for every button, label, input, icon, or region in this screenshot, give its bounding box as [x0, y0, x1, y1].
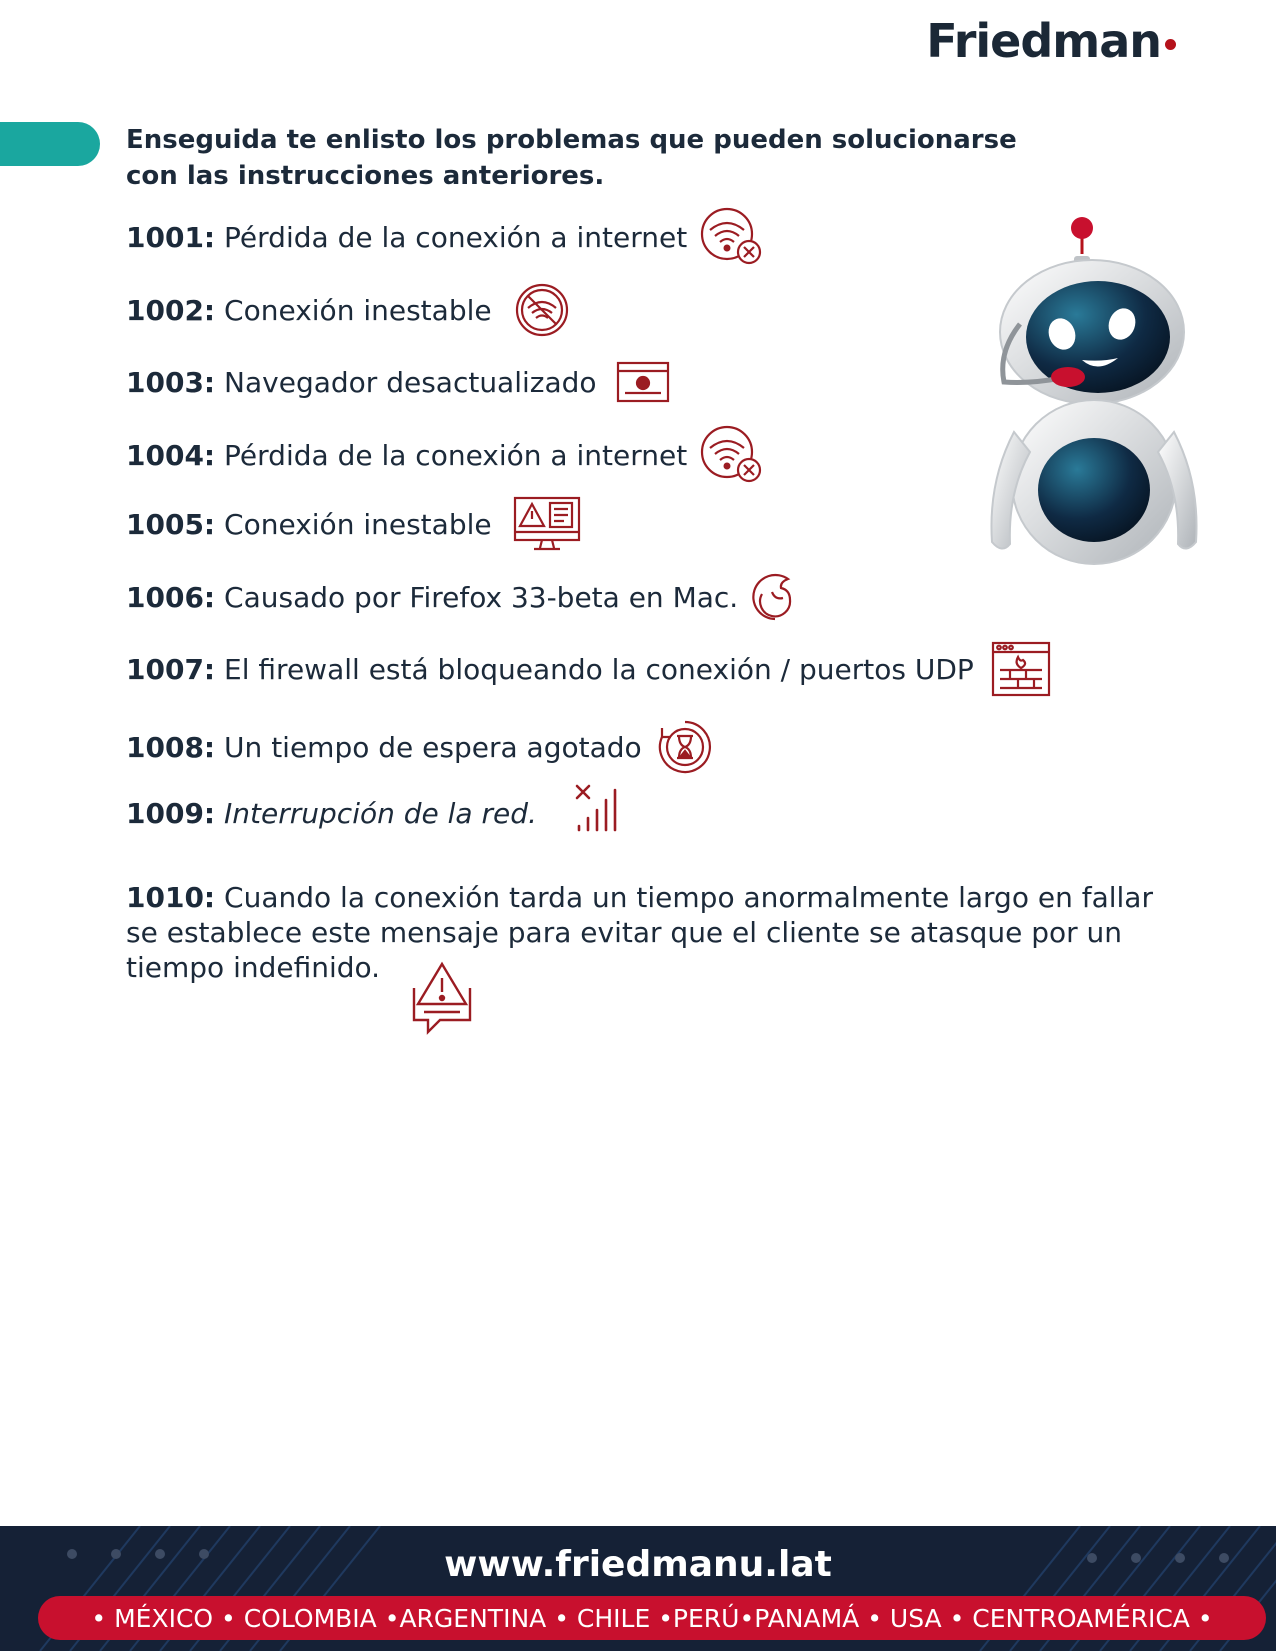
error-code: 1001: — [126, 220, 216, 254]
error-item-1007 — [126, 640, 1052, 698]
error-item-1001 — [126, 206, 765, 268]
accent-tab — [0, 122, 100, 166]
intro-heading: Enseguida te enlisto los problemas que pueden solucionarse con las instrucciones anteriores. — [126, 125, 1017, 191]
wifi-error-icon — [699, 206, 765, 268]
error-code: 1007: — [126, 652, 216, 686]
error-code: 1004: — [126, 438, 216, 472]
error-description: Causado por Firefox 33-beta en Mac. — [224, 580, 739, 614]
logo-dot — [1165, 39, 1176, 50]
error-item-1003 — [126, 360, 671, 404]
error-code: 1009: — [126, 796, 216, 830]
error-item-1008 — [126, 718, 714, 776]
hourglass-timeout-icon — [656, 718, 714, 776]
error-code: 1002: — [126, 293, 216, 327]
error-description: Pérdida de la conexión a internet — [224, 220, 688, 254]
error-item-1010 — [126, 880, 1166, 985]
browser-window-icon — [615, 360, 671, 404]
error-code: 1005: — [126, 507, 216, 541]
firewall-icon — [990, 640, 1052, 698]
error-description: Conexión inestable — [224, 507, 492, 541]
error-code: 1003: — [126, 365, 216, 399]
error-description: Conexión inestable — [224, 293, 492, 327]
error-description: Cuando la conexión tarda un tiempo anormalmente largo en fallar se establece este mensaje para evitar que el cliente se atasque por un tiempo indefinido. — [126, 881, 1153, 984]
error-item-1006 — [126, 572, 800, 622]
error-description: Interrupción de la red. — [224, 796, 537, 830]
no-signal-icon — [573, 782, 621, 834]
robot-mascot-illustration — [980, 212, 1210, 592]
error-code: 1008: — [126, 730, 216, 764]
error-code: 1006: — [126, 580, 216, 614]
logo-text: Friedman — [926, 14, 1161, 68]
error-item-1004 — [126, 424, 765, 486]
friedman-logo — [926, 14, 1176, 68]
footer-countries-bar — [38, 1596, 1266, 1640]
error-description: Un tiempo de espera agotado — [224, 730, 642, 764]
error-description: Navegador desactualizado — [224, 365, 597, 399]
monitor-warning-icon — [512, 494, 582, 554]
error-code: 1010: — [126, 881, 216, 914]
error-description: El firewall está bloqueando la conexión / puertos UDP — [224, 652, 974, 686]
error-item-1005 — [126, 494, 582, 554]
footer-website-url[interactable]: www.friedmanu.lat — [444, 1544, 832, 1585]
footer-countries-text: • MÉXICO • COLOMBIA •ARGENTINA • CHILE •PERÚ•PANAMÁ • USA • CENTROAMÉRICA • — [91, 1603, 1213, 1633]
error-description: Pérdida de la conexión a internet — [224, 438, 688, 472]
error-item-1009 — [126, 792, 621, 834]
wifi-error-icon — [699, 424, 765, 486]
footer — [0, 1526, 1276, 1651]
alert-message-icon — [406, 958, 478, 1038]
wifi-off-icon — [514, 282, 570, 338]
error-item-1002 — [126, 282, 570, 338]
firefox-icon — [750, 572, 800, 622]
